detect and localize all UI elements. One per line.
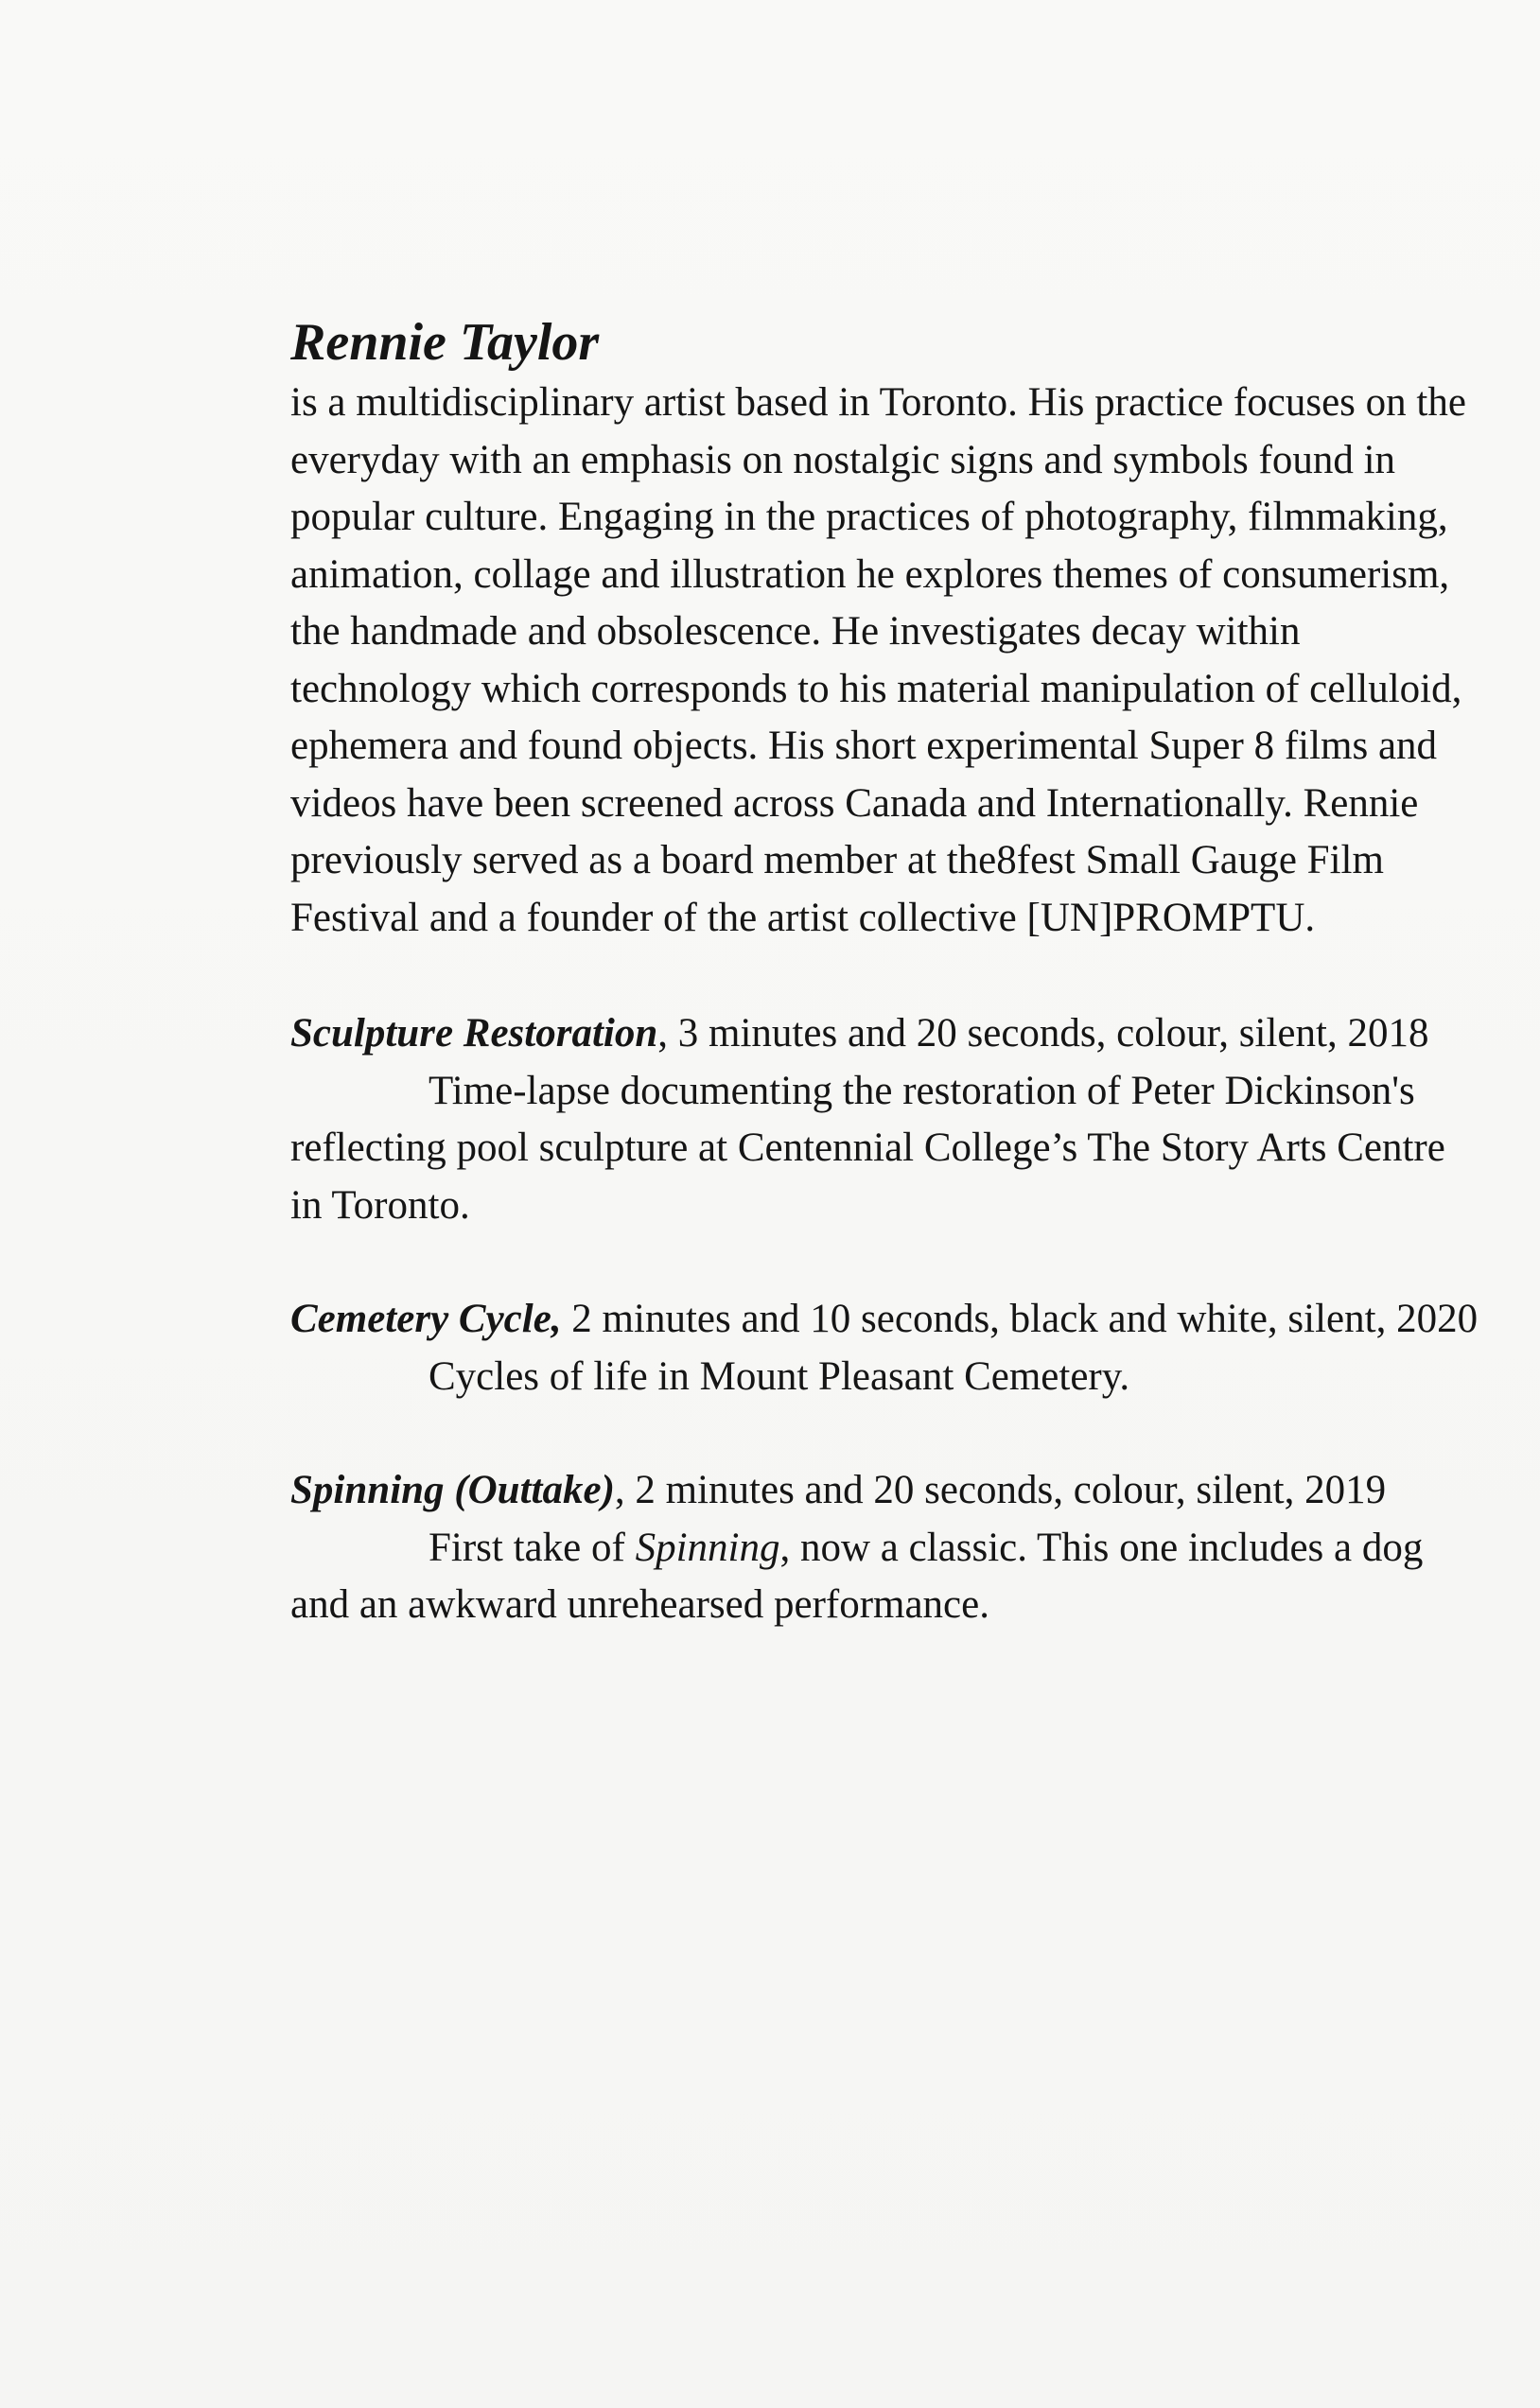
film-title: Spinning (Outtake): [290, 1468, 615, 1512]
film-header: [290, 1462, 1482, 1520]
film-header: [290, 1291, 1482, 1349]
film-description-start: First take of: [429, 1525, 636, 1570]
artist-name: Rennie Taylor: [290, 313, 600, 372]
film-entry-cemetery-cycle: [290, 1291, 1482, 1405]
film-description: Time-lapse documenting the restoration of Peter Dickinson's reflecting pool sculpture at Centennial College’s The Story Arts Centre in Toronto.: [290, 1068, 1445, 1228]
film-description: [290, 1520, 1482, 1634]
film-title: Cemetery Cycle,: [290, 1297, 562, 1341]
film-details: 2 minutes and 10 seconds, black and white, silent, 2020: [561, 1297, 1479, 1341]
film-description: Cycles of life in Mount Pleasant Cemetery.: [429, 1353, 1130, 1399]
film-entry-spinning-outtake: [290, 1462, 1482, 1634]
film-details: , 3 minutes and 20 seconds, colour, silent, 2018: [657, 1011, 1429, 1056]
film-description-emphasis: Spinning: [635, 1525, 780, 1570]
film-entry-sculpture-restoration: [290, 1005, 1482, 1234]
artist-bio-text: is a multidisciplinary artist based in Toronto. His practice focuses on the everyday with an emphasis on nostalgic signs and symbols found in popular culture. Engaging in the practices of photography, filmmaking, animation, collage and illustration he explores themes of consumerism, the handmade and obsolescence. He investigates decay within technology which corresponds to his material manipulation of celluloid, ephemera and found objects. His short experimental Super 8 films and videos have been screened across Canada and Internationally. Rennie previously served as a board member at the8fest Small Gauge Film Festival and a founder of the artist collective [UN]PROMPTU.: [290, 380, 1466, 940]
artist-bio-section: [290, 312, 1482, 1634]
film-header: [290, 1005, 1482, 1063]
film-description-end: , now a classic. This one includes a dog and an awkward unrehearsed performance.: [290, 1525, 1424, 1627]
film-title: Sculpture Restoration: [290, 1011, 658, 1056]
film-details: , 2 minutes and 20 seconds, colour, silent, 2019: [614, 1468, 1387, 1512]
